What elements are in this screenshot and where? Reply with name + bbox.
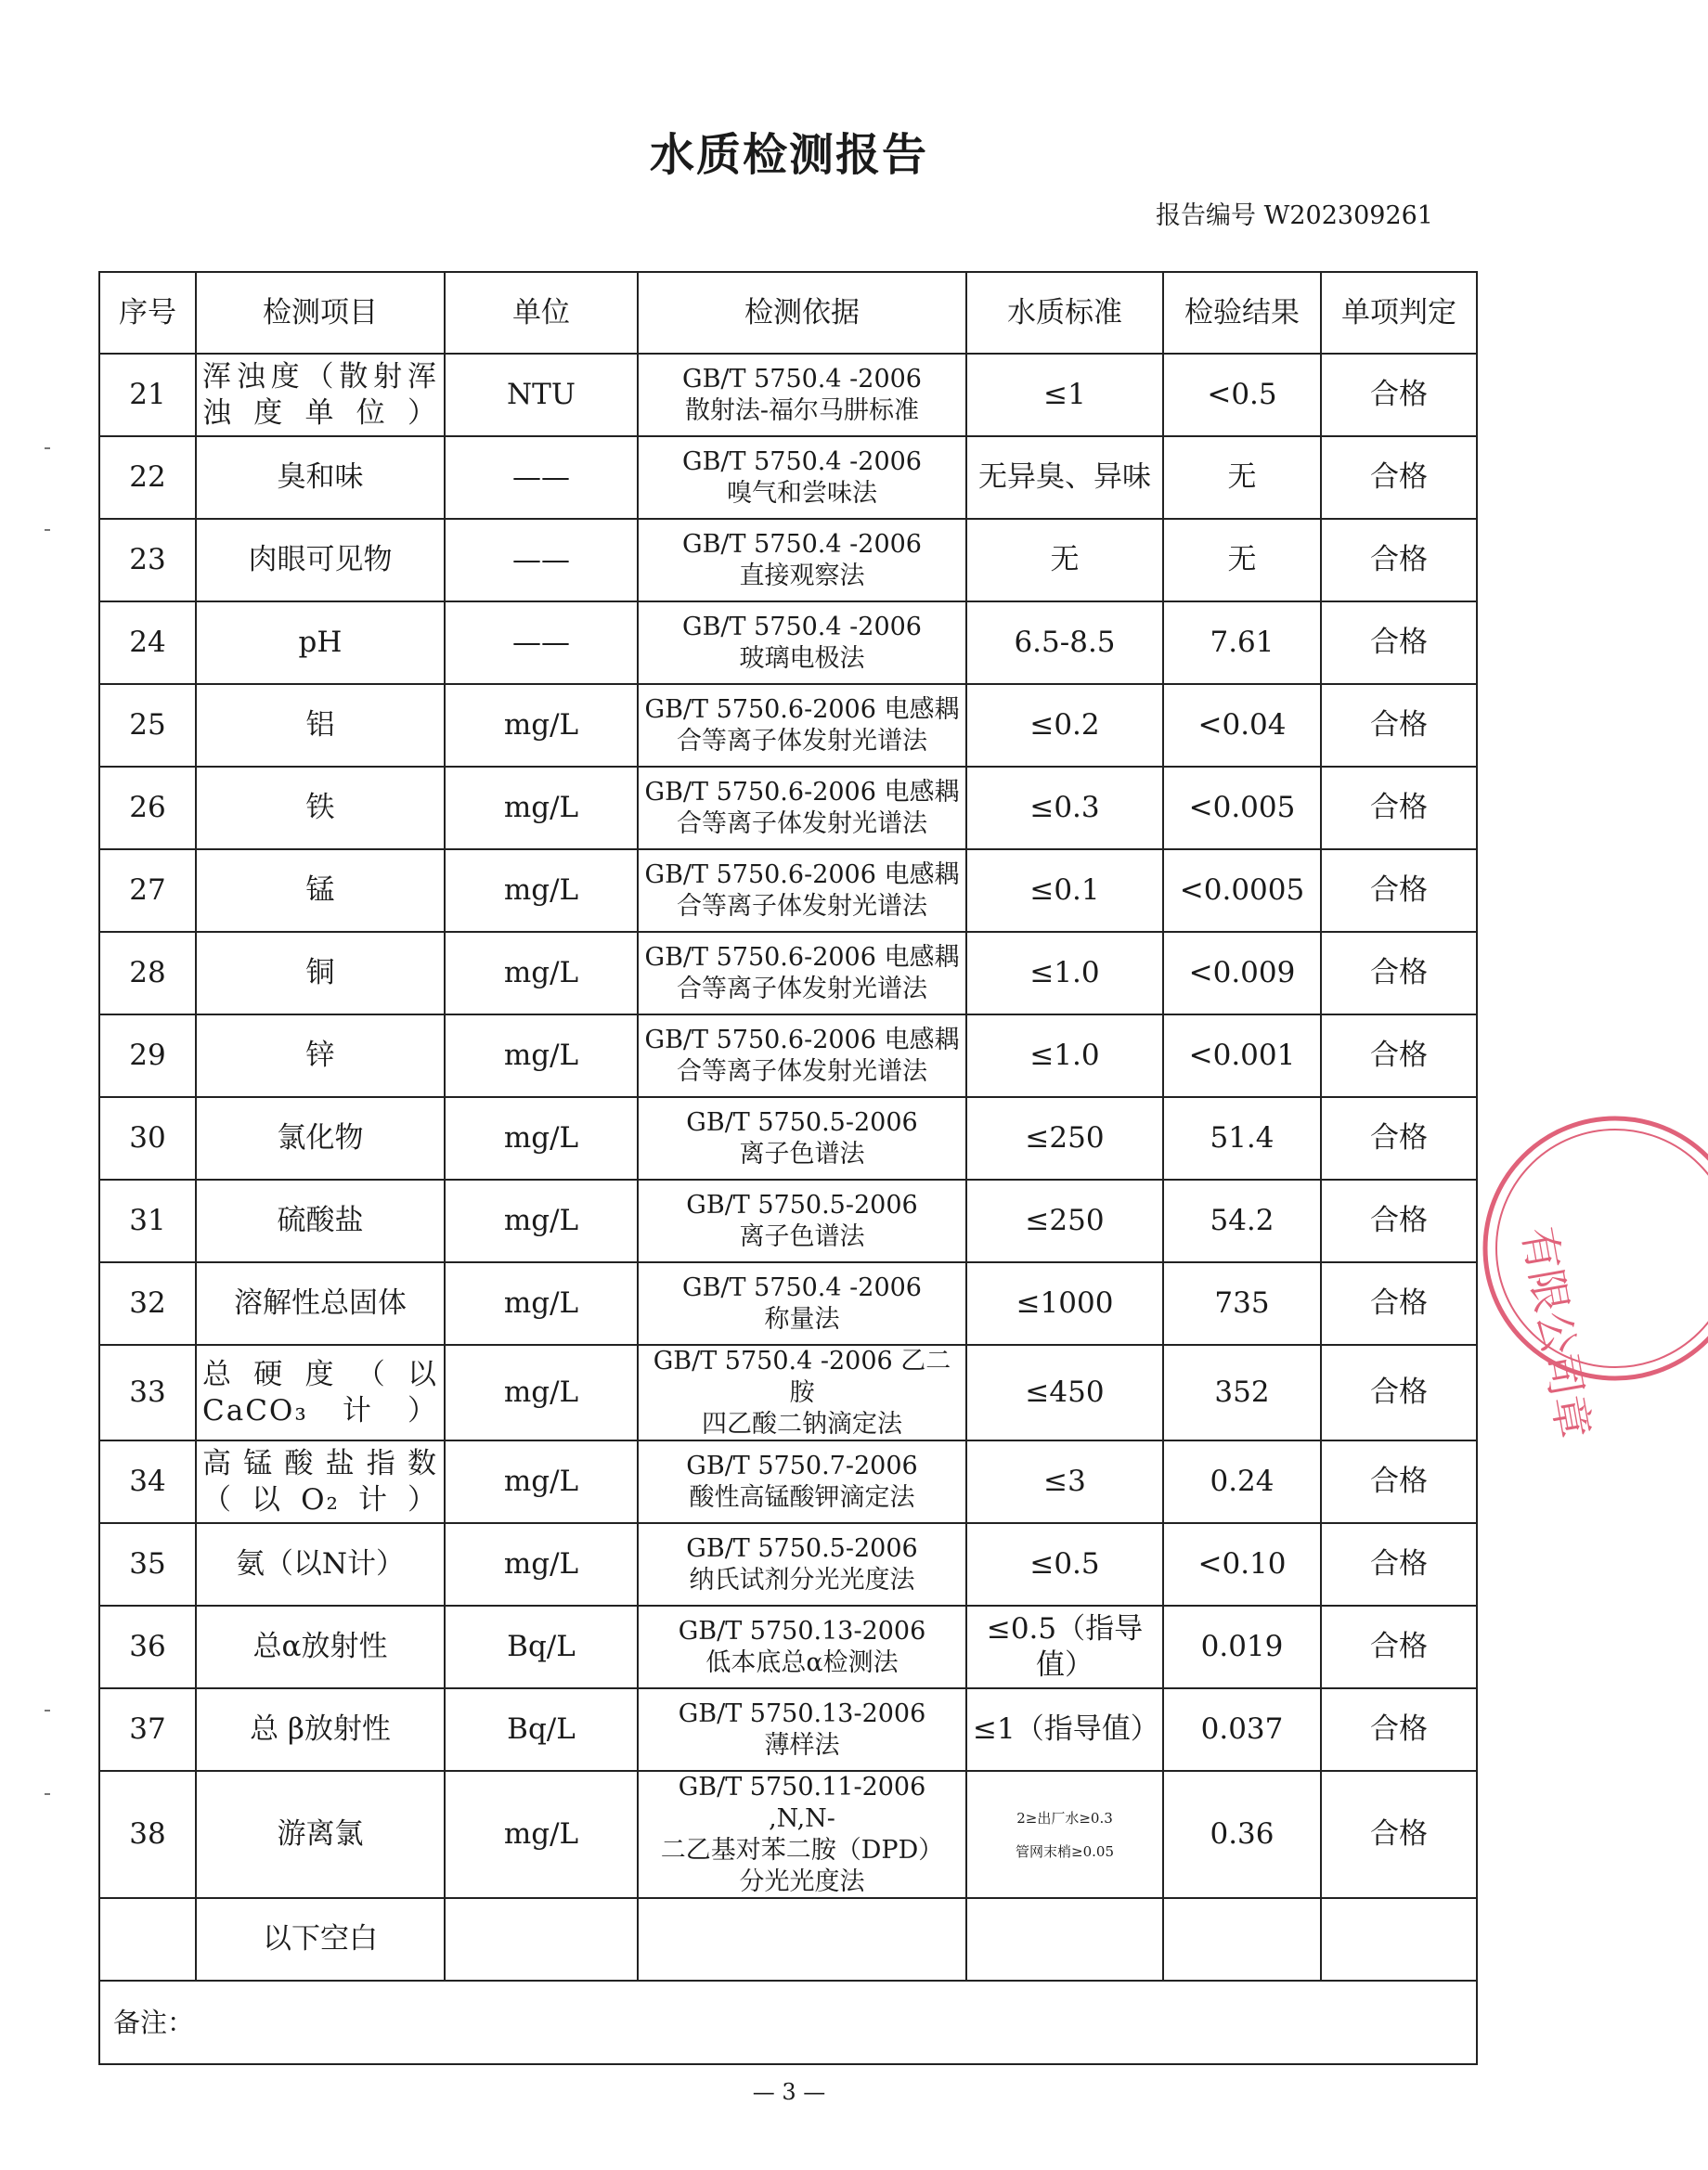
method-line: 低本底总α检测法 [705, 1647, 899, 1677]
row-method [638, 1606, 966, 1688]
blank-cell [99, 1898, 196, 1981]
row-no: 32 [99, 1262, 196, 1345]
row-result: 352 [1163, 1345, 1321, 1440]
row-standard [966, 1771, 1163, 1898]
method-line: 离子色谱法 [739, 1139, 865, 1169]
header-result: 检验结果 [1163, 272, 1321, 354]
row-method [638, 519, 966, 601]
blank-row [99, 1898, 1477, 1981]
row-verdict: 合格 [1321, 1345, 1477, 1440]
row-unit: mg/L [445, 1440, 638, 1523]
remarks-label: 备注： [99, 1981, 1477, 2064]
row-standard: ≤0.5 [966, 1523, 1163, 1606]
row-unit: —— [445, 436, 638, 519]
method-line: 分光光度法 [739, 1866, 865, 1896]
method-line: GB/T 5750.13-2006 [678, 1699, 926, 1728]
row-result: <0.001 [1163, 1014, 1321, 1097]
row-no: 23 [99, 519, 196, 601]
method-line: 二乙基对苯二胺（DPD） [660, 1835, 944, 1865]
blank-cell [966, 1898, 1163, 1981]
row-item: 铜 [196, 932, 445, 1014]
row-no: 29 [99, 1014, 196, 1097]
method-line: GB/T 5750.4 -2006 [682, 446, 922, 476]
row-method [638, 849, 966, 932]
method-line: GB/T 5750.6-2006 电感耦 [644, 1025, 960, 1054]
method-line: GB/T 5750.5-2006 [686, 1534, 918, 1563]
row-result: 0.24 [1163, 1440, 1321, 1523]
row-item: 溶解性总固体 [196, 1262, 445, 1345]
row-verdict: 合格 [1321, 519, 1477, 601]
row-item: 肉眼可见物 [196, 519, 445, 601]
row-verdict: 合格 [1321, 1262, 1477, 1345]
table-row [99, 1523, 1477, 1606]
row-standard: ≤250 [966, 1180, 1163, 1262]
scan-mark [45, 447, 50, 449]
row-item: 浑浊度（散射浑浊度单位） [196, 354, 445, 436]
row-no: 30 [99, 1097, 196, 1180]
row-item: 锌 [196, 1014, 445, 1097]
row-result: <0.005 [1163, 767, 1321, 849]
row-result: 54.2 [1163, 1180, 1321, 1262]
row-result: <0.10 [1163, 1523, 1321, 1606]
row-method [638, 1440, 966, 1523]
row-standard: ≤1 [966, 354, 1163, 436]
row-method [638, 1180, 966, 1262]
row-verdict: 合格 [1321, 1180, 1477, 1262]
method-line: 酸性高锰酸钾滴定法 [689, 1482, 915, 1512]
row-standard: ≤450 [966, 1345, 1163, 1440]
row-item: 铝 [196, 684, 445, 767]
header-standard: 水质标准 [966, 272, 1163, 354]
standard-line: 2≥出厂水≥0.3 [1016, 1809, 1113, 1827]
row-result: 7.61 [1163, 601, 1321, 684]
row-no: 33 [99, 1345, 196, 1440]
scan-mark [45, 529, 50, 531]
row-method [638, 1688, 966, 1771]
row-verdict: 合格 [1321, 601, 1477, 684]
table-row [99, 1180, 1477, 1262]
row-item: 总硬度（以CaCO₃计） [196, 1345, 445, 1440]
scan-mark [45, 1793, 50, 1795]
row-standard: ≤1.0 [966, 1014, 1163, 1097]
method-line: 合等离子体发射光谱法 [677, 726, 927, 756]
row-unit: Bq/L [445, 1688, 638, 1771]
row-item: 总 β放射性 [196, 1688, 445, 1771]
row-standard: ≤0.5（指导值） [966, 1606, 1163, 1688]
results-table [98, 271, 1478, 2065]
table-row [99, 436, 1477, 519]
row-result: <0.009 [1163, 932, 1321, 1014]
table-row [99, 849, 1477, 932]
method-line: 合等离子体发射光谱法 [677, 808, 927, 838]
blank-cell [445, 1898, 638, 1981]
page-number: — 3 — [752, 2079, 826, 2105]
method-line: 合等离子体发射光谱法 [677, 891, 927, 921]
blank-notice: 以下空白 [196, 1898, 445, 1981]
row-standard: ≤1.0 [966, 932, 1163, 1014]
row-unit: mg/L [445, 1262, 638, 1345]
row-method [638, 1014, 966, 1097]
method-line: GB/T 5750.4 -2006 [682, 612, 922, 641]
row-result: 无 [1163, 436, 1321, 519]
row-no: 36 [99, 1606, 196, 1688]
row-no: 38 [99, 1771, 196, 1898]
row-method [638, 601, 966, 684]
row-unit: mg/L [445, 1097, 638, 1180]
row-item: 铁 [196, 767, 445, 849]
row-unit: —— [445, 601, 638, 684]
remarks-row [99, 1981, 1477, 2064]
method-line: 离子色谱法 [739, 1221, 865, 1251]
row-standard: ≤0.2 [966, 684, 1163, 767]
row-verdict: 合格 [1321, 1523, 1477, 1606]
row-no: 37 [99, 1688, 196, 1771]
row-unit: mg/L [445, 1771, 638, 1898]
table-row [99, 1440, 1477, 1523]
row-method [638, 1262, 966, 1345]
row-result: 0.36 [1163, 1771, 1321, 1898]
header-no: 序号 [99, 272, 196, 354]
row-method [638, 1345, 966, 1440]
row-item: 臭和味 [196, 436, 445, 519]
row-unit: NTU [445, 354, 638, 436]
row-standard: 无异臭、异味 [966, 436, 1163, 519]
method-line: 直接观察法 [739, 561, 865, 590]
method-line: 散射法-福尔马肼标准 [684, 395, 920, 425]
row-item: pH [196, 601, 445, 684]
row-verdict: 合格 [1321, 1688, 1477, 1771]
table-row [99, 1262, 1477, 1345]
method-line: GB/T 5750.5-2006 [686, 1190, 918, 1220]
method-line: 纳氏试剂分光光度法 [689, 1565, 915, 1595]
table-row [99, 767, 1477, 849]
row-verdict: 合格 [1321, 436, 1477, 519]
row-result: <0.0005 [1163, 849, 1321, 932]
row-no: 21 [99, 354, 196, 436]
row-no: 34 [99, 1440, 196, 1523]
table-row [99, 1014, 1477, 1097]
scan-mark [45, 1710, 50, 1711]
row-no: 26 [99, 767, 196, 849]
method-line: GB/T 5750.7-2006 [686, 1452, 918, 1480]
method-line: GB/T 5750.6-2006 电感耦 [644, 942, 960, 972]
row-verdict: 合格 [1321, 849, 1477, 932]
row-no: 35 [99, 1523, 196, 1606]
row-verdict: 合格 [1321, 1440, 1477, 1523]
method-line: 四乙酸二钠滴定法 [702, 1409, 902, 1439]
row-method [638, 767, 966, 849]
report-number: 报告编号 W202309261 [1156, 201, 1433, 230]
header-verdict: 单项判定 [1321, 272, 1477, 354]
header-method: 检测依据 [638, 272, 966, 354]
row-result: 0.019 [1163, 1606, 1321, 1688]
row-standard: ≤0.1 [966, 849, 1163, 932]
row-method [638, 354, 966, 436]
row-standard: 6.5-8.5 [966, 601, 1163, 684]
row-result: 0.037 [1163, 1688, 1321, 1771]
row-standard: 无 [966, 519, 1163, 601]
row-method [638, 1523, 966, 1606]
method-line: GB/T 5750.5-2006 [686, 1107, 918, 1137]
row-unit: mg/L [445, 1014, 638, 1097]
method-line: GB/T 5750.4 -2006 [682, 529, 922, 559]
method-line: GB/T 5750.6-2006 电感耦 [644, 694, 960, 724]
row-unit: mg/L [445, 932, 638, 1014]
seal-text: 有限公司章 [1512, 1222, 1599, 1442]
row-standard: ≤0.3 [966, 767, 1163, 849]
row-item: 氯化物 [196, 1097, 445, 1180]
table-row [99, 1606, 1477, 1688]
row-standard: ≤1（指导值） [966, 1688, 1163, 1771]
method-line: 合等离子体发射光谱法 [677, 1056, 927, 1086]
row-verdict: 合格 [1321, 932, 1477, 1014]
method-line: GB/T 5750.11-2006 ,N,N- [678, 1773, 926, 1833]
method-line: GB/T 5750.6-2006 电感耦 [644, 777, 960, 807]
row-method [638, 684, 966, 767]
row-method [638, 436, 966, 519]
row-item: 高锰酸盐指数（以O₂计） [196, 1440, 445, 1523]
row-no: 24 [99, 601, 196, 684]
table-row [99, 1097, 1477, 1180]
row-method [638, 932, 966, 1014]
header-unit: 单位 [445, 272, 638, 354]
table-row [99, 519, 1477, 601]
row-item: 游离氯 [196, 1771, 445, 1898]
row-item: 氨（以N计） [196, 1523, 445, 1606]
row-result: <0.5 [1163, 354, 1321, 436]
row-unit: mg/L [445, 1180, 638, 1262]
row-item: 锰 [196, 849, 445, 932]
row-unit: mg/L [445, 767, 638, 849]
row-no: 22 [99, 436, 196, 519]
row-unit: mg/L [445, 849, 638, 932]
method-line: 玻璃电极法 [739, 643, 865, 673]
table-row [99, 684, 1477, 767]
table-header-row [99, 272, 1477, 354]
company-seal-stamp [1476, 1104, 1708, 1442]
blank-cell [1163, 1898, 1321, 1981]
row-result: 51.4 [1163, 1097, 1321, 1180]
row-item: 总α放射性 [196, 1606, 445, 1688]
row-no: 28 [99, 932, 196, 1014]
row-method [638, 1771, 966, 1898]
row-verdict: 合格 [1321, 1771, 1477, 1898]
row-result: 无 [1163, 519, 1321, 601]
row-verdict: 合格 [1321, 767, 1477, 849]
row-unit: mg/L [445, 1523, 638, 1606]
method-line: GB/T 5750.4 -2006 [682, 364, 922, 394]
report-title: 水质检测报告 [649, 129, 928, 181]
table-row [99, 1345, 1477, 1440]
table-row [99, 354, 1477, 436]
row-verdict: 合格 [1321, 1097, 1477, 1180]
row-no: 27 [99, 849, 196, 932]
table-row [99, 601, 1477, 684]
row-unit: Bq/L [445, 1606, 638, 1688]
blank-cell [638, 1898, 966, 1981]
row-verdict: 合格 [1321, 1014, 1477, 1097]
row-verdict: 合格 [1321, 354, 1477, 436]
row-unit: mg/L [445, 684, 638, 767]
row-standard: ≤3 [966, 1440, 1163, 1523]
table-row [99, 932, 1477, 1014]
row-no: 25 [99, 684, 196, 767]
row-result: 735 [1163, 1262, 1321, 1345]
method-line: GB/T 5750.6-2006 电感耦 [644, 859, 960, 889]
row-result: <0.04 [1163, 684, 1321, 767]
row-item: 硫酸盐 [196, 1180, 445, 1262]
method-line: GB/T 5750.4 -2006 乙二胺 [653, 1347, 951, 1407]
table-row [99, 1771, 1477, 1898]
header-item: 检测项目 [196, 272, 445, 354]
row-method [638, 1097, 966, 1180]
table-row [99, 1688, 1477, 1771]
method-line: 薄样法 [764, 1730, 840, 1760]
row-unit: mg/L [445, 1345, 638, 1440]
row-unit: —— [445, 519, 638, 601]
standard-line: 管网末梢≥0.05 [1016, 1842, 1114, 1860]
blank-cell [1321, 1898, 1477, 1981]
method-line: 合等离子体发射光谱法 [677, 974, 927, 1003]
method-line: GB/T 5750.4 -2006 [682, 1272, 922, 1302]
method-line: GB/T 5750.13-2006 [678, 1617, 926, 1646]
row-verdict: 合格 [1321, 1606, 1477, 1688]
row-verdict: 合格 [1321, 684, 1477, 767]
row-standard: ≤250 [966, 1097, 1163, 1180]
row-standard: ≤1000 [966, 1262, 1163, 1345]
method-line: 称量法 [764, 1304, 840, 1334]
method-line: 嗅气和尝味法 [727, 478, 877, 508]
row-no: 31 [99, 1180, 196, 1262]
